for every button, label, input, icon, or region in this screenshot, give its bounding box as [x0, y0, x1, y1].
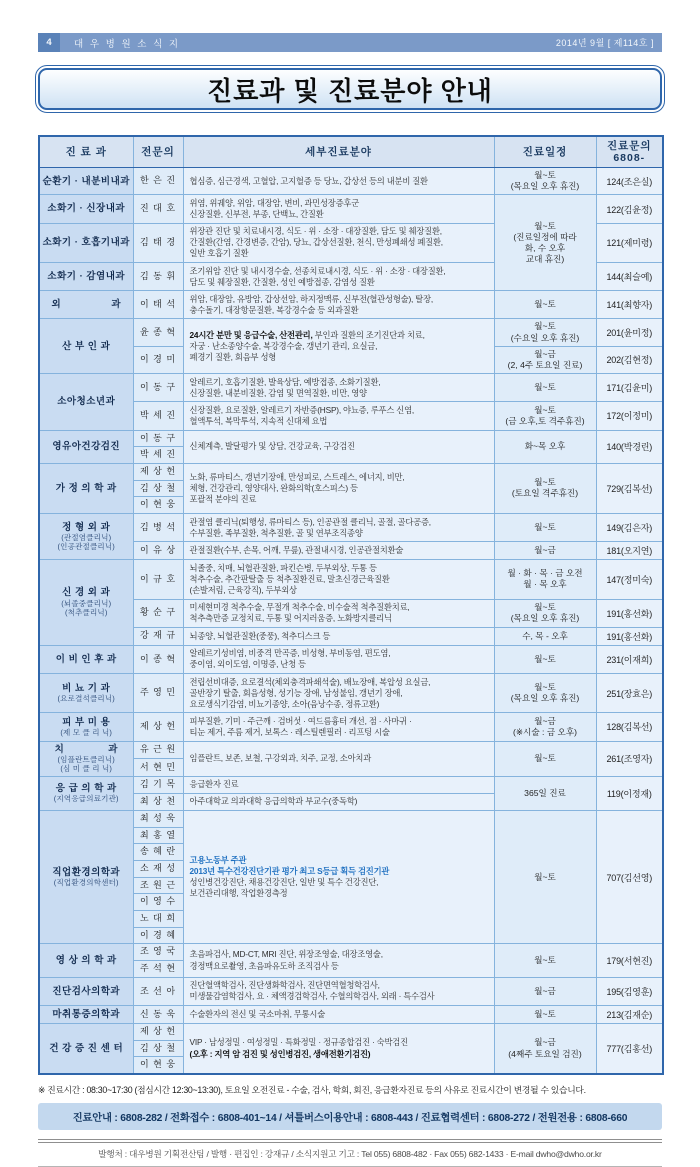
schedule-cell: 월~토 [494, 374, 596, 402]
doctor-cell: 김 상 철 [133, 1040, 183, 1057]
schedule-cell: 월~금 (2, 4주 토요일 진료) [494, 346, 596, 373]
specialty-cell: 알레르기, 호흡기질환, 발육상담, 예방접종, 소화기질환, 신장질환, 내분비질환, 감염 및 면역질환, 비만, 영양 [183, 374, 494, 402]
issue-label: 2014년 9월 [ 제114호 ] [555, 38, 654, 48]
doctor-cell: 제 상 헌 [133, 713, 183, 741]
specialty-cell: 수술환자의 전신 및 국소마취, 무통시술 [183, 1006, 494, 1024]
phone-cell: 251(장효은) [596, 674, 663, 713]
table-row [39, 402, 663, 430]
department-cell: 영유아건강검진 [39, 430, 133, 463]
doctor-cell: 황 순 구 [133, 599, 183, 627]
schedule-cell: 월~금 (4째주 토요일 검진) [494, 1024, 596, 1075]
specialty-cell: 피부질환, 기미 · 주근깨 · 검버섯 · 여드름흉터 개선, 점 · 사마귀 · 티눈 제거, 주름 제거, 보톡스 · 레스틸렌필러 · 리프팅 시술 [183, 713, 494, 741]
table-row [39, 977, 663, 1005]
table-row [39, 810, 663, 827]
table-row [39, 741, 663, 759]
table-row [39, 195, 663, 223]
specialty-cell: 24시간 분만 및 응급수술, 산전관리, 부인과 질환의 조기진단과 치료, 자궁 · 난소종양수술, 복강경수술, 갱년기 관리, 요실금, 폐경기 질환, 회음부 성형 [183, 319, 494, 374]
publisher-line: 발행처 : 대우병원 기획전산팀 / 발행 · 편집인 : 강재규 / 소식지원고 기고 : Tel 055) 6808-482 · Fax 055) 682-1433 · E-mail dwho@dwho.or.kr [38, 1139, 662, 1167]
column-header: 진료일정 [494, 136, 596, 168]
specialty-cell: 노화, 류마티스, 갱년기장애, 만성피로, 스트레스, 에너지, 비만, 체형, 건강관리, 영양대사, 완화의학(호스피스) 등 포괄적 분야의 진료 [183, 463, 494, 513]
phone-cell: 144(최슬예) [596, 263, 663, 291]
schedule-cell: 월~토 (목요일 오후 휴진) [494, 168, 596, 195]
department-cell: 정 형 외 과 (관절염클리닉) (인공관절클리닉) [39, 514, 133, 560]
department-cell: 외 과 [39, 291, 133, 319]
specialty-cell: VIP · 남성정밀 · 여성정밀 · 특화정밀 · 정규종합검진 · 숙박검진 (오후 : 지역 암 검진 및 성인병검진, 생애전환기검진) [183, 1024, 494, 1075]
doctor-cell: 김 동 휘 [133, 263, 183, 291]
specialty-cell: 응급환자 진료 [183, 776, 494, 793]
phone-directory-bar: 진료안내 : 6808-282 / 전화접수 : 6808-401~14 / 셔틀버스이용안내 : 6808-443 / 진료협력센터 : 6808-272 / 전원전용 : 6808-660 [38, 1103, 662, 1130]
schedule-cell: 월~토 (수요일 오후 휴진) [494, 319, 596, 346]
doctor-cell: 이 유 상 [133, 542, 183, 560]
schedule-cell: 월 · 화 · 목 · 금 오전 월 · 목 오후 [494, 560, 596, 599]
doctor-cell: 최 홍 열 [133, 827, 183, 844]
table-body [39, 168, 663, 1074]
newsletter-title: 대 우 병 원 소 식 지 [74, 38, 181, 50]
schedule-cell: 월~금 [494, 542, 596, 560]
specialty-cell: 조기위암 진단 및 내시경수술, 선종치료내시경, 식도 · 위 · 소장 · 대장질환, 담도 및 췌장질환, 간질환, 성인 예방접종, 감염성 질환 [183, 263, 494, 291]
specialty-cell: 진단혈액학검사, 진단생화학검사, 진단면역혈청학검사, 미생물감염학검사, 요 · 체액경검학검사, 수혈의학검사, 외래 · 특수검사 [183, 977, 494, 1005]
doctor-cell: 김 태 경 [133, 223, 183, 262]
table-row [39, 374, 663, 402]
schedule-cell: 수, 목 - 오후 [494, 627, 596, 645]
schedule-cell: 월~토 [494, 645, 596, 673]
department-cell: 소화기 · 신장내과 [39, 195, 133, 223]
department-cell: 산 부 인 과 [39, 319, 133, 374]
schedule-cell: 월~금 [494, 977, 596, 1005]
specialty-cell: 초음파검사, MD-CT, MRI 진단, 위장조영술, 대장조영술, 경정맥요로촬영, 초음파유도하 조직검사 등 [183, 944, 494, 977]
doctor-cell: 유 근 원 [133, 741, 183, 759]
department-cell: 건 강 증 진 센 터 [39, 1024, 133, 1075]
phone-cell: 195(김영훈) [596, 977, 663, 1005]
doctor-cell: 최 성 욱 [133, 810, 183, 827]
phone-cell: 121(제미령) [596, 223, 663, 262]
table-row [39, 674, 663, 713]
phone-cell: 231(이재희) [596, 645, 663, 673]
doctor-cell: 김 병 석 [133, 514, 183, 542]
doctor-cell: 이 규 호 [133, 560, 183, 599]
doctor-cell: 조 원 근 [133, 877, 183, 894]
department-cell: 진단검사의학과 [39, 977, 133, 1005]
clinic-department-table [38, 135, 664, 1075]
doctor-cell: 박 세 진 [133, 402, 183, 430]
schedule-cell: 월~금 (※시술 : 금 오후) [494, 713, 596, 741]
schedule-cell: 월~토 [494, 514, 596, 542]
phone-cell: 141(최향자) [596, 291, 663, 319]
column-header: 전문의 [133, 136, 183, 168]
specialty-cell: 신장질환, 요로질환, 알레르기 자반증(HSP), 야뇨증, 루푸스 신염, 혈액투석, 복막투석, 지속적 신대체 요법 [183, 402, 494, 430]
doctor-cell: 노 대 희 [133, 911, 183, 928]
phone-cell: 181(오지연) [596, 542, 663, 560]
schedule-cell: 월~토 (목요일 오후 휴진) [494, 599, 596, 627]
phone-cell: 777(김홍선) [596, 1024, 663, 1075]
table-row [39, 627, 663, 645]
doctor-cell: 진 대 호 [133, 195, 183, 223]
doctor-cell: 이 현 웅 [133, 1057, 183, 1074]
phone-cell: 191(홍선화) [596, 627, 663, 645]
section-title-box [38, 68, 662, 110]
phone-cell: 171(김윤미) [596, 374, 663, 402]
schedule-cell: 월~토 [494, 810, 596, 944]
specialty-cell: 뇌졸중, 치매, 뇌혈관질환, 파킨슨병, 두부외상, 두통 등 척추수술, 추간판탈출 등 척추질환진료, 말초신경근육질환 (손발저림, 근육강직), 두부외상 [183, 560, 494, 599]
doctor-cell: 주 영 민 [133, 674, 183, 713]
phone-cell: 128(김복선) [596, 713, 663, 741]
phone-cell: 213(김재순) [596, 1006, 663, 1024]
table-row [39, 944, 663, 961]
doctor-cell: 신 동 욱 [133, 1006, 183, 1024]
table-row [39, 1024, 663, 1041]
table-row [39, 1006, 663, 1024]
phone-cell: 147(정미숙) [596, 560, 663, 599]
department-cell: 응 급 의 학 과 (지역응급의료기관) [39, 776, 133, 810]
phone-cell: 149(김은자) [596, 514, 663, 542]
specialty-cell: 관절염 클리닉(퇴행성, 류마티스 등), 인공관절 클리닉, 골절, 골다공증, 수부질환, 족부질환, 척추질환, 골 및 연부조직종양 [183, 514, 494, 542]
schedule-cell: 365일 진료 [494, 776, 596, 810]
specialty-cell: 위염, 위궤양, 위암, 대장암, 변비, 과민성장증후군 신장질환, 신부전, 부종, 단백뇨, 간질환 [183, 195, 494, 223]
doctor-cell: 제 상 헌 [133, 1024, 183, 1041]
table-row [39, 430, 663, 447]
doctor-cell: 이 경 혜 [133, 927, 183, 944]
doctor-cell: 한 은 진 [133, 168, 183, 195]
department-cell: 마취통증의학과 [39, 1006, 133, 1024]
specialty-cell: 협심증, 심근경색, 고혈압, 고지혈증 등 당뇨, 갑상선 등의 내분비 질환 [183, 168, 494, 195]
schedule-cell: 월~토 (진료일정에 따라 화, 수 오후 교대 휴진) [494, 195, 596, 291]
schedule-cell: 월~토 (금 오후,토 격주휴진) [494, 402, 596, 430]
schedule-cell: 월~토 (목요일 오후 휴진) [494, 674, 596, 713]
doctor-cell: 서 현 민 [133, 759, 183, 777]
doctor-cell: 김 상 철 [133, 480, 183, 497]
doctor-cell: 윤 종 혁 [133, 319, 183, 346]
page-number: 4 [38, 33, 60, 52]
phone-cell: 124(조은실) [596, 168, 663, 195]
doctor-cell: 이 경 미 [133, 346, 183, 373]
schedule-cell: 월~토 [494, 741, 596, 776]
phone-cell: 201(윤미정) [596, 319, 663, 346]
doctor-cell: 최 상 천 [133, 793, 183, 810]
phone-cell: 729(김복선) [596, 463, 663, 513]
doctor-cell: 주 석 현 [133, 961, 183, 978]
department-cell: 소화기 · 감염내과 [39, 263, 133, 291]
specialty-cell: 위장관 진단 및 치료내시경, 식도 · 위 · 소장 · 대장질환, 담도 및 췌장질환, 간질환(간염, 간경변증, 간암), 당뇨, 갑상선질환, 천식, 만성폐쇄성 폐질환, 일반 호흡기 질환 [183, 223, 494, 262]
table-row [39, 599, 663, 627]
table-header [39, 136, 663, 168]
doctor-cell: 이 태 석 [133, 291, 183, 319]
department-cell: 소아청소년과 [39, 374, 133, 430]
page-header-bar [38, 33, 662, 52]
schedule-cell: 월~토 (토요일 격주휴진) [494, 463, 596, 513]
specialty-cell: 위암, 대장암, 유방암, 갑상선암, 하지정맥류, 신부전(혈관성형술), 탈장, 충수돌기, 대장항문질환, 복강경수술 등 외과질환 [183, 291, 494, 319]
hours-note: ※ 진료시간 : 08:30~17:30 (점심시간 12:30~13:30), 토요일 오전진료 - 수술, 검사, 학회, 회진, 응급환자진료 등의 사유로 진료시간이 변경될 수 있습니다. [38, 1085, 586, 1096]
department-cell: 이 비 인 후 과 [39, 645, 133, 673]
department-cell: 직업환경의학과 (직업환경의학센터) [39, 810, 133, 944]
table-row [39, 291, 663, 319]
doctor-cell: 조 영 국 [133, 944, 183, 961]
phone-cell: 172(이정미) [596, 402, 663, 430]
table-row [39, 168, 663, 195]
header-row [39, 136, 663, 168]
table-row [39, 776, 663, 793]
doctor-cell: 이 동 구 [133, 430, 183, 447]
schedule-cell: 월~토 [494, 291, 596, 319]
phone-cell: 202(김현정) [596, 346, 663, 373]
specialty-cell: 알레르기성비염, 비중격 만곡증, 비성형, 부비동염, 편도염, 중이염, 외이도염, 이명증, 난청 등 [183, 645, 494, 673]
specialty-cell: 미세현미경 척추수술, 무절개 척추수술, 비수술적 척추질환치료, 척추측만증 교정치료, 두통 및 어지러움증, 노화방지클리닉 [183, 599, 494, 627]
department-cell: 소화기 · 호흡기내과 [39, 223, 133, 262]
phone-cell: 140(박경린) [596, 430, 663, 463]
doctor-cell: 이 동 구 [133, 374, 183, 402]
specialty-cell: 고용노동부 주관 2013년 특수건강진단기관 평가 최고 S등급 획득 검진기관 성인병건강진단, 채용건강진단, 일반 및 특수 건강진단, 보건관리대행, 작업환경측정 [183, 810, 494, 944]
doctor-cell: 조 선 아 [133, 977, 183, 1005]
specialty-cell: 관절질환(수부, 손목, 어깨, 무릎), 관절내시경, 인공관절치환술 [183, 542, 494, 560]
table-row [39, 514, 663, 542]
schedule-cell: 월~토 [494, 944, 596, 977]
department-cell: 피 부 미 용 (제 모 클 리 닉) [39, 713, 133, 741]
phone-cell: 179(서현진) [596, 944, 663, 977]
table-row [39, 645, 663, 673]
specialty-cell: 전립선비대증, 요로결석(체외충격파쇄석술), 배뇨장애, 복압성 요실금, 골반장기 탈출, 회음성형, 성기능 장애, 남성불임, 갱년기 장애, 요로생식기감염, 비뇨기종양, 소아(음낭수종, 정류고환) [183, 674, 494, 713]
doctor-cell: 소 재 성 [133, 860, 183, 877]
department-cell: 순환기 · 내분비내과 [39, 168, 133, 195]
department-cell: 치 과 (임플란트클리닉) (심 미 클 리 닉) [39, 741, 133, 776]
column-header: 진료문의 6808- [596, 136, 663, 168]
page-title: 진료과 및 진료분야 안내 [207, 75, 493, 106]
table-row [39, 319, 663, 346]
department-cell: 영 상 의 학 과 [39, 944, 133, 977]
schedule-cell: 화~목 오후 [494, 430, 596, 463]
column-header: 진 료 과 [39, 136, 133, 168]
doctor-cell: 이 영 수 [133, 894, 183, 911]
department-cell: 비 뇨 기 과 (요로결석클리닉) [39, 674, 133, 713]
phone-cell: 119(이정재) [596, 776, 663, 810]
doctor-cell: 송 혜 란 [133, 844, 183, 861]
schedule-cell: 월~토 [494, 1006, 596, 1024]
table-row [39, 463, 663, 480]
doctor-cell: 이 현 웅 [133, 497, 183, 514]
phone-cell: 191(홍선화) [596, 599, 663, 627]
department-cell: 가 정 의 학 과 [39, 463, 133, 513]
specialty-cell: 신체계측, 발달평가 및 상담, 건강교육, 구강검진 [183, 430, 494, 463]
table-row [39, 542, 663, 560]
specialty-cell: 아주대학교 의과대학 응급의학과 부교수(중독학) [183, 793, 494, 810]
table-row [39, 713, 663, 741]
column-header: 세부진료분야 [183, 136, 494, 168]
table-row [39, 560, 663, 599]
phone-cell: 707(김선영) [596, 810, 663, 944]
phone-cell: 122(김윤정) [596, 195, 663, 223]
newsletter-page [38, 0, 662, 1167]
phone-cell: 261(조영자) [596, 741, 663, 776]
doctor-cell: 강 재 규 [133, 627, 183, 645]
specialty-cell: 뇌종양, 뇌혈관질환(중풍), 척추디스크 등 [183, 627, 494, 645]
doctor-cell: 제 상 헌 [133, 463, 183, 480]
department-cell: 신 경 외 과 (뇌졸중클리닉) (척추클리닉) [39, 560, 133, 646]
doctor-cell: 이 종 혁 [133, 645, 183, 673]
doctor-cell: 김 기 목 [133, 776, 183, 793]
specialty-cell: 임플란트, 보존, 보철, 구강외과, 치주, 교정, 소아치과 [183, 741, 494, 776]
doctor-cell: 박 세 진 [133, 447, 183, 464]
